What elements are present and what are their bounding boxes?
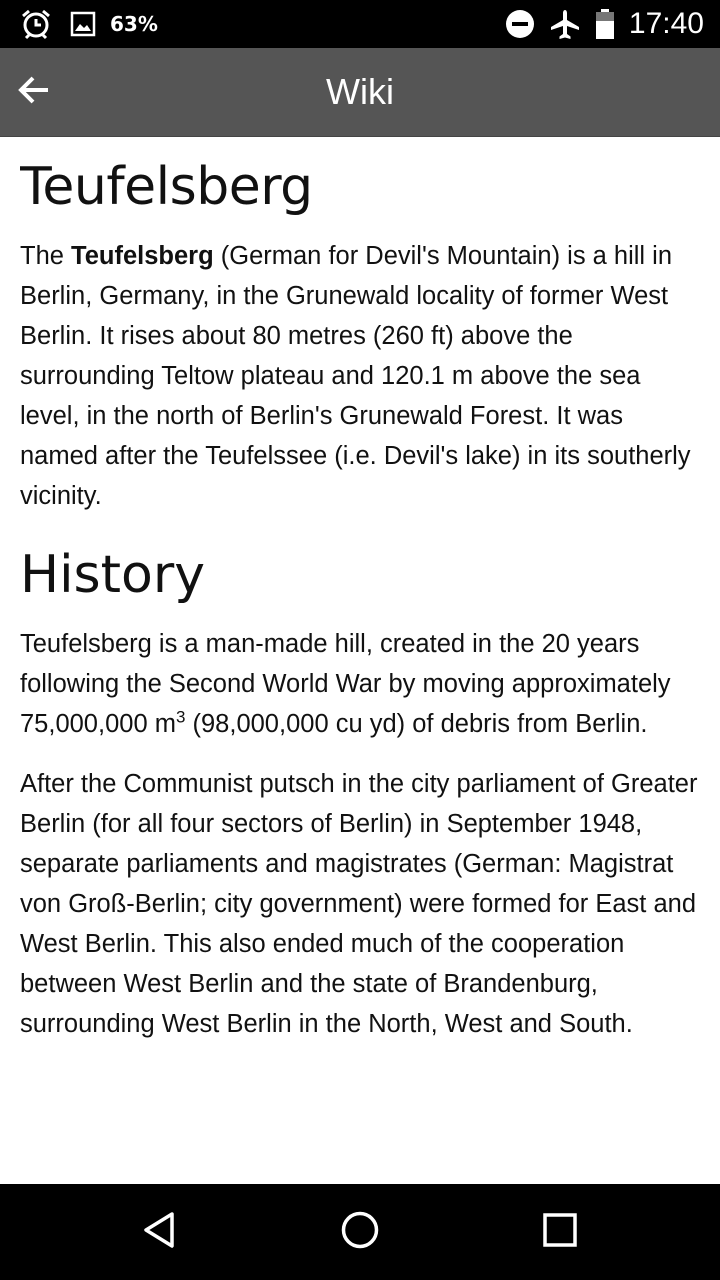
alarm-icon xyxy=(20,8,52,40)
clock: 17:40 xyxy=(628,7,704,40)
nav-back-button[interactable] xyxy=(130,1202,190,1262)
battery-percent: 63% xyxy=(110,12,158,36)
image-icon xyxy=(70,11,96,37)
section-heading-history: History xyxy=(20,545,205,605)
app-title: Wiki xyxy=(326,71,394,112)
recents-square-icon xyxy=(542,1212,578,1253)
home-circle-icon xyxy=(340,1210,380,1255)
superscript: 3 xyxy=(175,707,186,727)
history-paragraph-1: Teufelsberg is a man-made hill, created in the 20 years following the Second World War by moving approximately 75,000,000 $m^3$ (98,000,000 cu yd) of debris from Berlin. xyxy=(20,630,671,738)
nav-recents-button[interactable] xyxy=(530,1202,590,1262)
do-not-disturb-icon xyxy=(505,9,535,39)
history-paragraph-2: After the Communist putsch in the city parliament of Greater Berlin (for all four sectors of Berlin) in September 1948, separate parliaments and magistrates (German: Magistrat von Groß-Berlin; city government) were formed for East and West Berlin. This also ended much of the cooperation between West Berlin and the state of Brandenburg, surrounding West Berlin in the North, West and South. xyxy=(20,770,698,1038)
status-bar xyxy=(0,0,720,48)
bold-term: Teufelsberg xyxy=(71,242,214,270)
article-title: Teufelsberg xyxy=(20,157,313,217)
intro-paragraph: The Teufelsberg (German for Devil's Mountain) is a hill in Berlin, Germany, in the Grunewald locality of former West Berlin. It rises about 80 metres (260 ft) above the surrounding Teltow plateau and 120.1 m above the sea level, in the north of Berlin's Grunewald Forest. It was named after the Teufelssee (i.e. Devil's lake) in its southerly vicinity. xyxy=(20,242,691,510)
nav-home-button[interactable] xyxy=(330,1202,390,1262)
article-content[interactable] xyxy=(20,136,704,1184)
navigation-bar xyxy=(0,1184,720,1280)
back-triangle-icon xyxy=(140,1210,180,1255)
app-bar xyxy=(0,48,720,136)
airplane-mode-icon xyxy=(549,8,581,40)
battery-icon xyxy=(595,9,615,39)
